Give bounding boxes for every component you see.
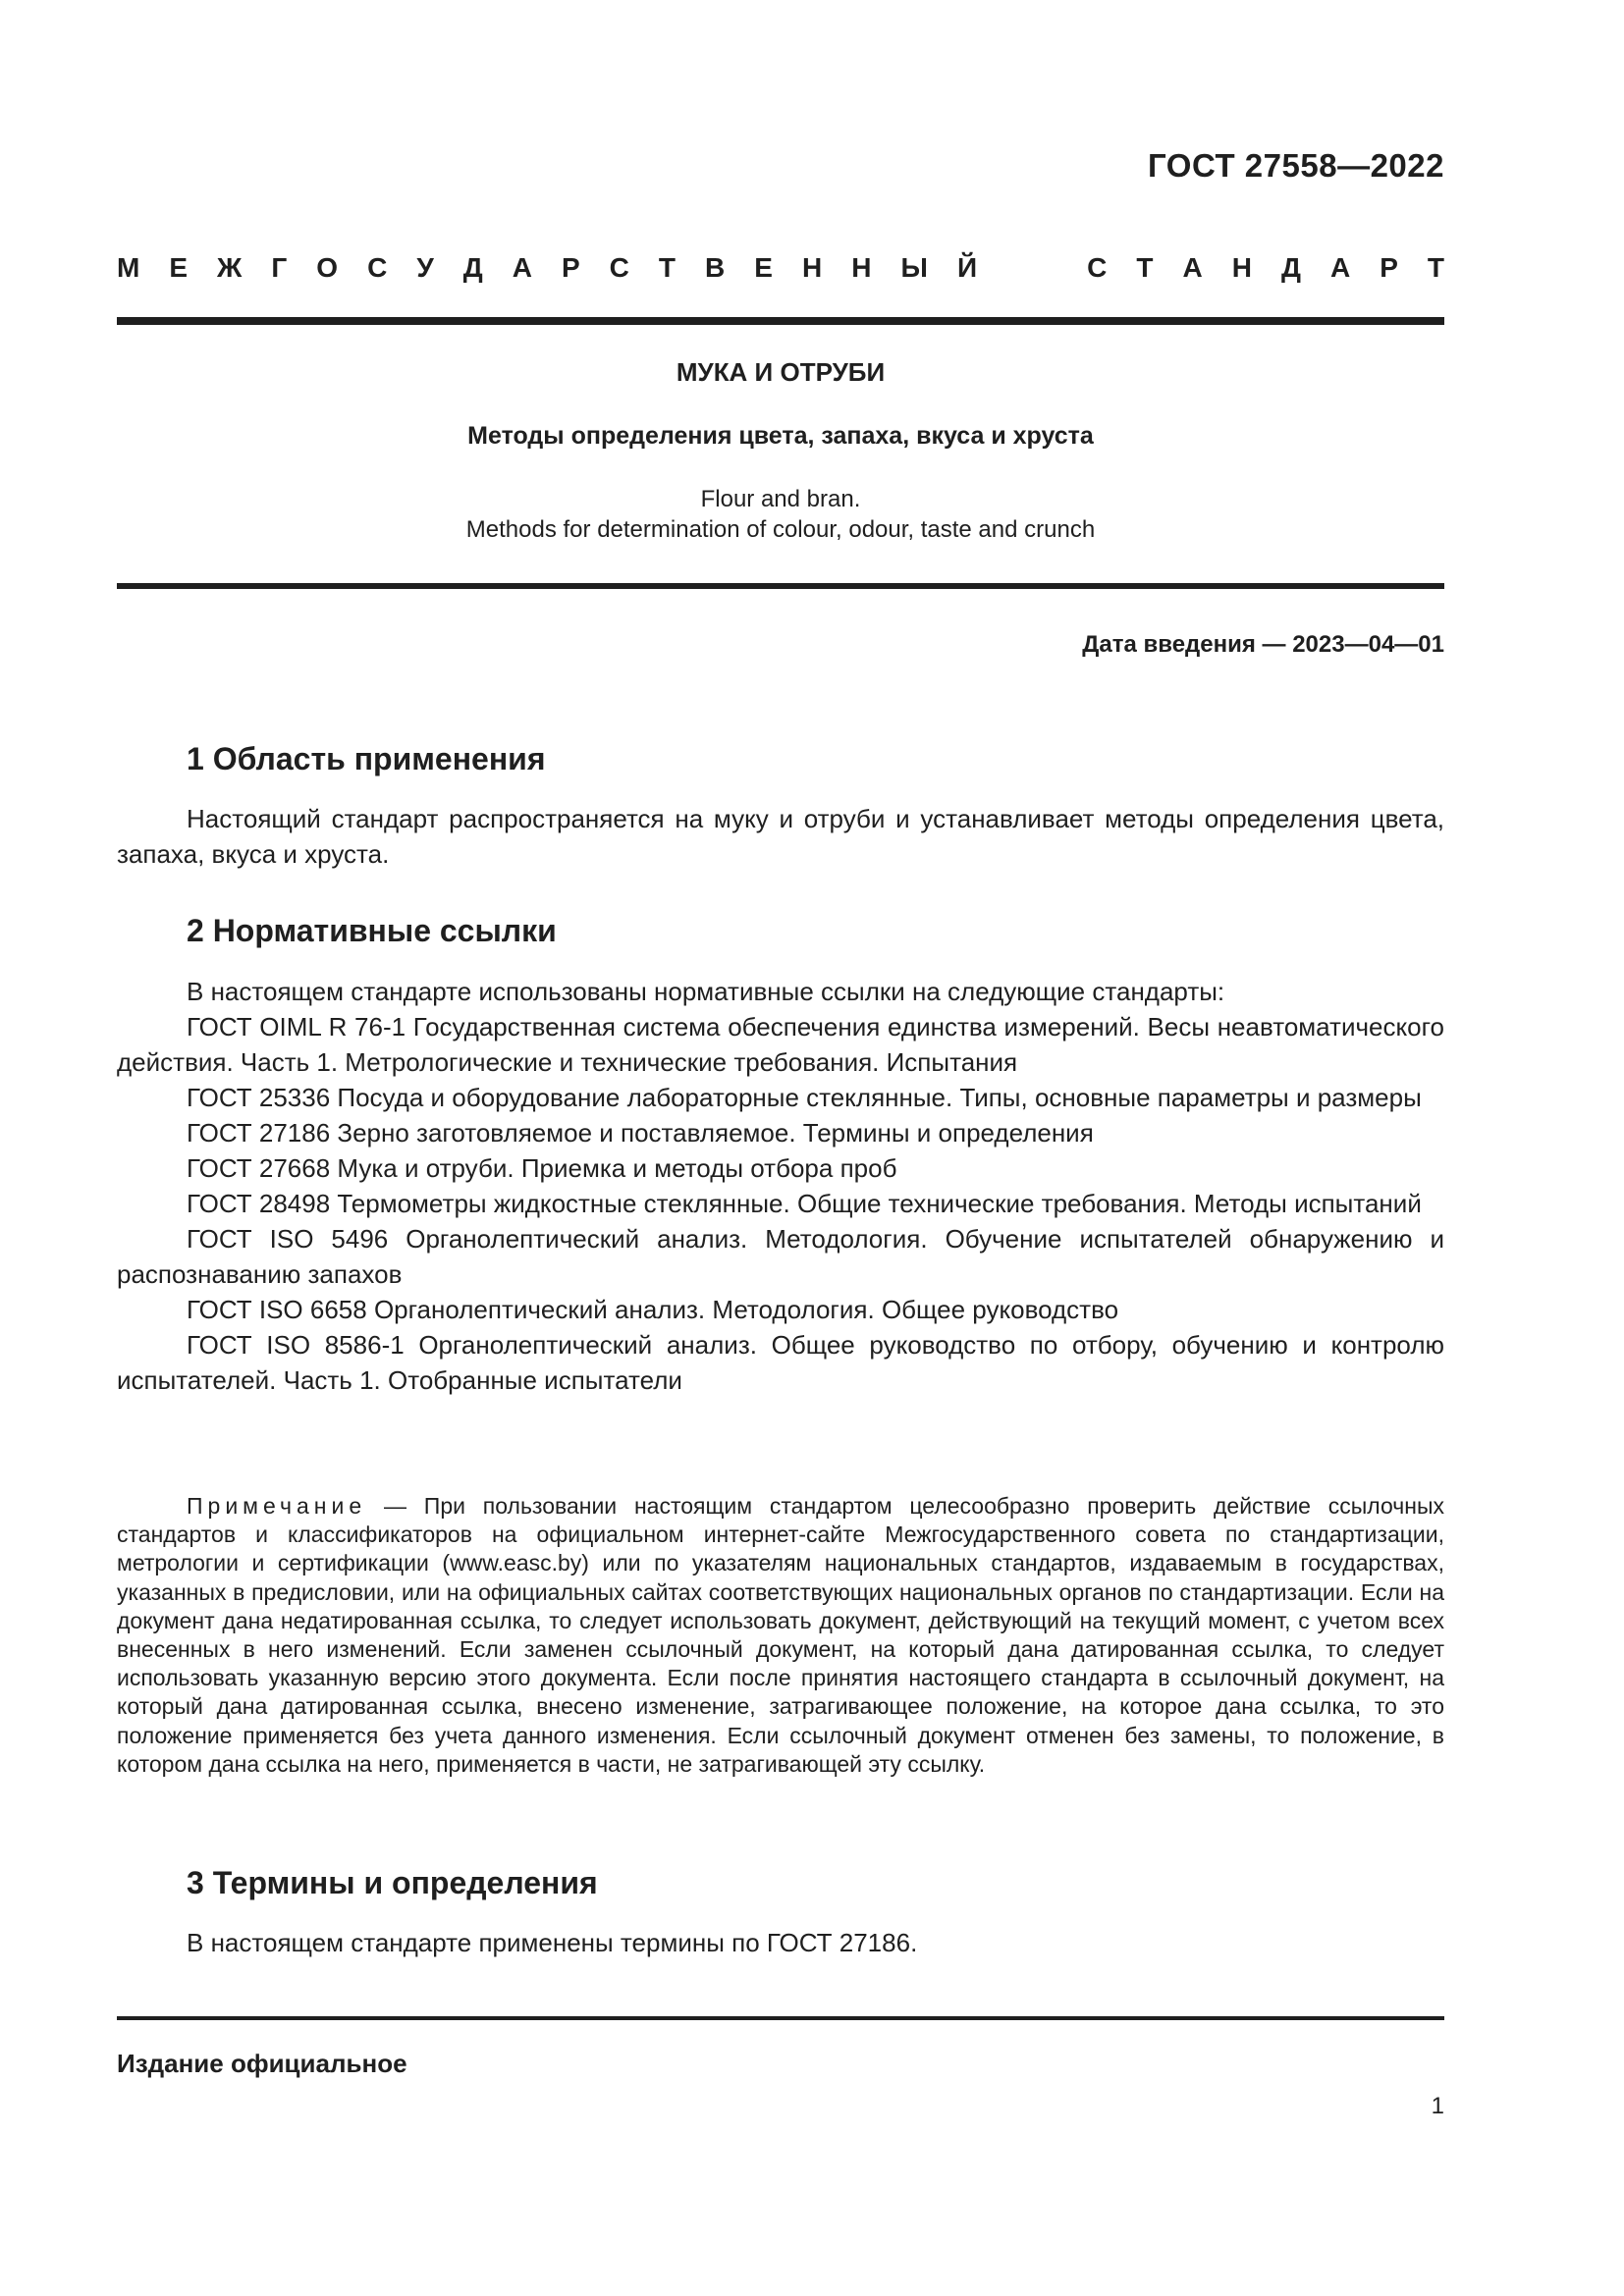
reference-text: ГОСТ ISO 6658 Органолептический анализ. Методология. Общее руководство <box>187 1295 1119 1324</box>
section-3-text-content: В настоящем стандарте применены термины по ГОСТ 27186. <box>187 1928 918 1957</box>
interstate-standard-banner <box>117 252 1444 284</box>
banner-letter: Т <box>1427 252 1444 283</box>
reference-text: ГОСТ 25336 Посуда и оборудование лабораторные стеклянные. Типы, основные параметры и размеры <box>187 1083 1422 1112</box>
english-title-line-2: Methods for determination of colour, odour, taste and crunch <box>465 516 1096 543</box>
section-3-heading: 3 Термины и определения <box>187 1865 598 1900</box>
banner-letter: А <box>512 252 532 283</box>
section-2-intro <box>117 974 1444 1009</box>
reference-item <box>117 1221 1444 1292</box>
banner-letter: В <box>705 252 726 283</box>
document-subtitle: Методы определения цвета, запаха, вкуса и хруста <box>467 422 1094 450</box>
reference-item <box>117 1292 1444 1327</box>
banner-letter: Д <box>1280 252 1301 283</box>
reference-text: ГОСТ ISO 5496 Органолептический анализ. Методология. Обучение испытателей обнаружению и распознаванию запахов <box>117 1224 1444 1289</box>
note-label: Примечание <box>187 1493 367 1519</box>
section-2-intro-content: В настоящем стандарте использованы нормативные ссылки на следующие стандарты: <box>187 977 1225 1006</box>
banner-letter: Ы <box>900 252 928 283</box>
banner-letter: Т <box>1136 252 1154 283</box>
banner-letter: Н <box>851 252 872 283</box>
section-3-text <box>117 1925 1444 1960</box>
reference-item <box>117 1080 1444 1115</box>
banner-letter: Н <box>1231 252 1252 283</box>
reference-text: ГОСТ 27186 Зерно заготовляемое и поставляемое. Термины и определения <box>187 1118 1094 1148</box>
english-title <box>117 484 1444 545</box>
banner-letter: М <box>117 252 140 283</box>
title-divider <box>117 583 1444 589</box>
note-text: — При пользовании настоящим стандартом целесообразно проверить действие ссылочных стандартов и классификаторов на официальном интернет-сайте Межгосударственного совета по стандартизации, метрологии и сертификации (www.easc.by) или по указателям национальных стандартов, издаваемым в государствах, указанных в предисловии, или на официальных сайтах соответствующих национальных органов по стандартизации. Если на документ дана недатированная ссылка, то следует использовать документ, действующий на текущий момент, с учетом всех внесенных в него изменений. Если заменен ссылочный документ, на который дана датированная ссылка, то следует использовать указанную версию этого документа. Если после принятия настоящего стандарта в ссылочный документ, на который дана датированная ссылка, внесено изменение, затрагивающее положение, на которое дана ссылка, то это положение применяется без учета данного изменения. Если ссылочный документ отменен без замены, то положение, в котором дана ссылка на него, применяется в части, не затрагивающей эту ссылку. <box>117 1493 1444 1777</box>
reference-item <box>117 1150 1444 1186</box>
reference-item <box>117 1115 1444 1150</box>
page-number: 1 <box>1431 2093 1444 2119</box>
footer-divider <box>117 2016 1444 2020</box>
banner-letter: Е <box>169 252 189 283</box>
reference-text: ГОСТ OIML R 76-1 Государственная система обеспечения единства измерений. Весы неавтоматического действия. Часть 1. Метрологические и технические требования. Испытания <box>117 1012 1444 1077</box>
banner-letter: С <box>609 252 629 283</box>
document-code: ГОСТ 27558—2022 <box>1148 147 1444 184</box>
banner-letter: Р <box>1380 252 1398 283</box>
banner-letter: Е <box>754 252 773 283</box>
banner-word-gap <box>1006 252 1057 284</box>
reference-item <box>117 1327 1444 1398</box>
reference-item <box>117 1009 1444 1080</box>
banner-letter: Ж <box>217 252 243 283</box>
banner-letter: С <box>1087 252 1108 283</box>
banner-letter: Г <box>271 252 288 283</box>
banner-letter: Н <box>802 252 823 283</box>
reference-text: ГОСТ 28498 Термометры жидкостные стеклянные. Общие технические требования. Методы испытаний <box>187 1189 1422 1218</box>
banner-letter: А <box>1182 252 1203 283</box>
reference-item <box>117 1186 1444 1221</box>
banner-letter: О <box>316 252 339 283</box>
section-2-heading: 2 Нормативные ссылки <box>187 913 557 948</box>
banner-letter: А <box>1329 252 1351 283</box>
banner-letter: Д <box>462 252 483 283</box>
banner-letter: С <box>367 252 388 283</box>
section-1-heading: 1 Область применения <box>187 741 546 776</box>
banner-letter: Й <box>956 252 978 283</box>
reference-text: ГОСТ 27668 Мука и отруби. Приемка и методы отбора проб <box>187 1153 897 1183</box>
header-divider <box>117 317 1444 325</box>
english-title-line-1: Flour and bran. <box>700 486 861 512</box>
references-note <box>117 1492 1444 1779</box>
introduction-date: Дата введения — 2023—04—01 <box>1082 631 1444 658</box>
normative-references-list <box>117 1009 1444 1398</box>
section-1-text <box>117 801 1444 872</box>
document-title: МУКА И ОТРУБИ <box>676 357 886 387</box>
banner-letter: У <box>416 252 434 283</box>
banner-letter: Р <box>561 252 580 283</box>
official-edition-label: Издание официальное <box>117 2049 407 2078</box>
section-1-text-content: Настоящий стандарт распространяется на муку и отруби и устанавливает методы определения цвета, запаха, вкуса и хруста. <box>117 804 1444 869</box>
reference-text: ГОСТ ISO 8586-1 Органолептический анализ. Общее руководство по отбору, обучению и контролю испытателей. Часть 1. Отобранные испытатели <box>117 1330 1444 1395</box>
banner-letter: Т <box>658 252 677 283</box>
